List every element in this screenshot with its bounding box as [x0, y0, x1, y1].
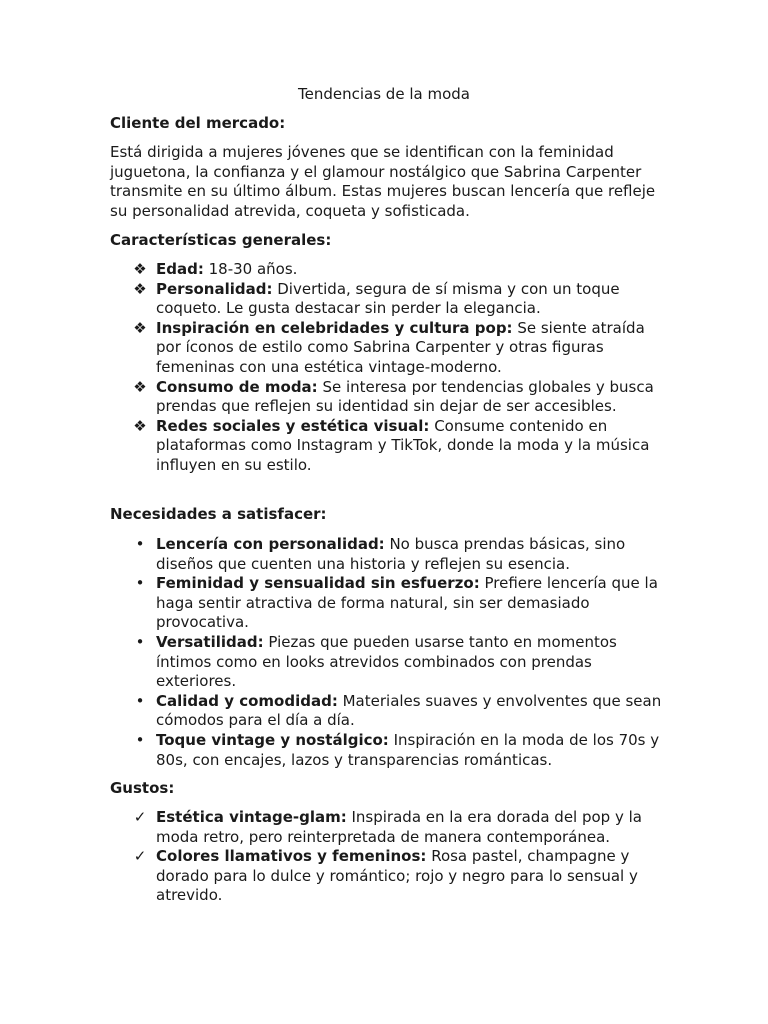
item-text: 18-30 años.: [203, 260, 298, 278]
check-bullet-icon: ✓: [133, 808, 147, 826]
list-item: [110, 280, 670, 319]
market-paragraph: Está dirigida a mujeres jóvenes que se identifican con la feminidad juguetona, la confianza y el glamour nostálgico que Sabrina Carpenter transmite en su último álbum. Estas mujeres buscan lencería que refleje su personalidad atrevida, coqueta y sofisticada.: [110, 143, 656, 220]
item-term: Colores llamativos y femeninos:: [156, 847, 427, 866]
item-text: Materiales suaves y envolventes que sean cómodos para el día a día.: [156, 691, 662, 730]
document-title: Tendencias de la moda: [298, 85, 470, 103]
diamond-bullet-icon: ❖: [133, 377, 147, 396]
item-text: Piezas que pueden usarse tanto en momentos íntimos como en looks atrevidos combinados con prendas exteriores.: [156, 632, 617, 691]
item-term: Personalidad:: [156, 279, 273, 298]
list-item: [110, 378, 670, 417]
characteristics-list: [110, 260, 670, 476]
list-item: [110, 731, 670, 770]
list-item: [110, 633, 670, 692]
list-item: [110, 808, 670, 847]
likes-list: [110, 808, 670, 906]
check-bullet-icon: ✓: [133, 847, 147, 866]
list-item: [110, 417, 670, 476]
list-item: [110, 319, 670, 378]
list-item: [110, 574, 670, 633]
item-term: Estética vintage-glam:: [156, 808, 347, 826]
item-term: Inspiración en celebridades y cultura pop:: [156, 318, 513, 337]
item-term: Toque vintage y nostálgico:: [156, 730, 389, 749]
item-term: Versatilidad:: [156, 632, 264, 651]
list-item: [110, 535, 670, 574]
item-text: Se siente atraída por íconos de estilo como Sabrina Carpenter y otras figuras femeninas con una estética vintage-moderno.: [156, 318, 645, 376]
disc-bullet-icon: •: [135, 535, 145, 553]
diamond-bullet-icon: ❖: [133, 279, 147, 298]
list-item: [110, 847, 670, 906]
section-heading-likes: Gustos:: [110, 779, 175, 797]
item-term: Redes sociales y estética visual:: [156, 416, 430, 435]
item-text: Rosa pastel, champagne y dorado para lo dulce y romántico; rojo y negro para lo sensual y atrevido.: [156, 847, 638, 905]
diamond-bullet-icon: ❖: [133, 260, 147, 278]
disc-bullet-icon: •: [135, 691, 145, 710]
item-term: Edad:: [156, 260, 204, 278]
item-text: Prefiere lencería que la haga sentir atractiva de forma natural, sin ser demasiado provocativa.: [156, 574, 658, 632]
item-term: Calidad y comodidad:: [156, 691, 338, 710]
section-heading-characteristics: Características generales:: [110, 231, 332, 249]
item-term: Feminidad y sensualidad sin esfuerzo:: [156, 574, 480, 593]
list-item: [110, 260, 670, 280]
disc-bullet-icon: •: [135, 730, 145, 749]
item-text: Consume contenido en plataformas como Instagram y TikTok, donde la moda y la música influyen en su estilo.: [156, 416, 650, 474]
list-item: [110, 692, 670, 731]
disc-bullet-icon: •: [135, 574, 145, 593]
item-text: No busca prendas básicas, sino diseños que cuenten una historia y reflejen su esencia.: [156, 535, 626, 573]
item-text: Inspiración en la moda de los 70s y 80s, con encajes, lazos y transparencias románticas.: [156, 730, 660, 769]
item-term: Lencería con personalidad:: [156, 535, 385, 553]
item-text: Se interesa por tendencias globales y busca prendas que reflejen su identidad sin dejar de ser accesibles.: [156, 377, 654, 416]
section-heading-market: Cliente del mercado:: [110, 114, 286, 132]
diamond-bullet-icon: ❖: [133, 318, 147, 337]
section-heading-needs: Necesidades a satisfacer:: [110, 505, 327, 523]
diamond-bullet-icon: ❖: [133, 416, 147, 435]
item-text: Divertida, segura de sí misma y con un toque coqueto. Le gusta destacar sin perder la elegancia.: [156, 279, 620, 318]
disc-bullet-icon: •: [135, 632, 145, 651]
needs-list: [110, 535, 670, 770]
item-term: Consumo de moda:: [156, 377, 318, 396]
item-text: Inspirada en la era dorada del pop y la moda retro, pero reinterpretada de manera contemporánea.: [156, 808, 642, 846]
